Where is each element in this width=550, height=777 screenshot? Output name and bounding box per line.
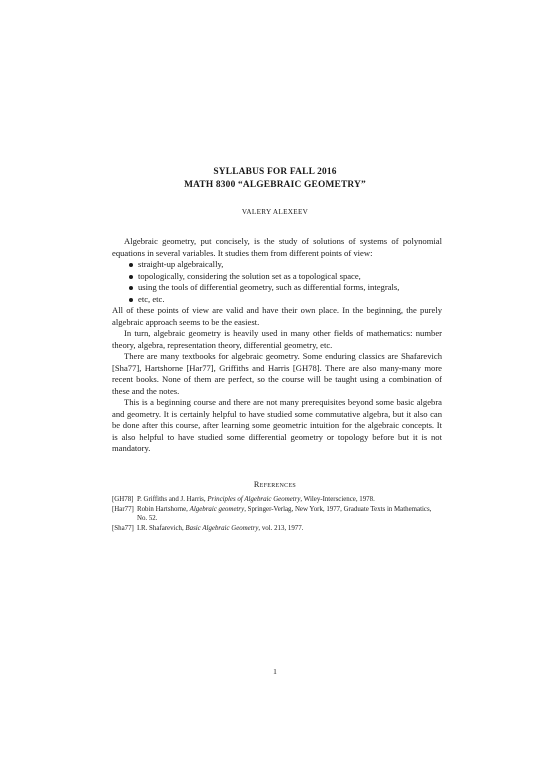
list-item: etc, etc. — [138, 294, 442, 306]
reference-key: [Har77] — [112, 505, 134, 513]
points-of-view-list — [112, 259, 442, 305]
reference-authors: P. Griffiths and J. Harris, — [137, 496, 208, 503]
body-paragraph: There are many textbooks for algebraic geometry. Some enduring classics are Shafarevich [Sha77], Hartshorne [Har77], Griffiths and Harris [GH78]. There are also many-many more recent books. None of them are perfect, so the course will be taught using a combination of these and the notes. — [112, 351, 442, 396]
reference-title: Algebraic geometry — [189, 505, 245, 513]
reference-key: [Sha77] — [112, 524, 134, 532]
reference-title: Principles of Algebraic Geometry — [207, 496, 301, 503]
reference-details: , vol. 213, 1977. — [258, 524, 304, 532]
list-item: straight-up algebraically, — [138, 259, 442, 271]
reference-authors: Robin Hartshorne, — [137, 505, 190, 513]
document-title-line-1: SYLLABUS FOR FALL 2016 — [213, 167, 337, 177]
list-item: topologically, considering the solution set as a topological space, — [138, 271, 442, 283]
reference-title: Basic Algebraic Geometry — [185, 524, 259, 532]
reference-key: [GH78] — [112, 496, 134, 503]
references-heading: References — [253, 480, 297, 489]
list-item: using the tools of differential geometry, such as differential forms, integrals, — [138, 282, 442, 294]
author-name: VALERY ALEXEEV — [241, 208, 309, 216]
body-paragraph: In turn, algebraic geometry is heavily used in many other fields of mathematics: number theory, algebra, representation theory, differential geometry, etc. — [112, 328, 442, 350]
reference-details: , Wiley-Interscience, 1978. — [300, 496, 375, 503]
reference-item — [112, 524, 442, 534]
document-title-line-2: MATH 8300 “ALGEBRAIC GEOMETRY” — [184, 180, 366, 190]
syllabus-body — [112, 236, 442, 455]
reference-details: , Springer-Verlag, New York, 1977, Graduate Texts in Mathematics, No. 52. — [137, 505, 432, 523]
reference-item — [112, 495, 442, 505]
reference-authors: I.R. Shafarevich, — [137, 524, 186, 532]
body-paragraph: This is a beginning course and there are not many prerequisites beyond some basic algebra and geometry. It is certainly helpful to have studied some commutative algebra, but it also can be done after this course, after learning some geometric intuition for the algebraic concepts. It is also helpful to have studied some differential geometry or topology before but it is not mandatory. — [112, 397, 442, 453]
intro-paragraph: Algebraic geometry, put concisely, is the study of solutions of systems of polynomial equations in several variables. It studies them from different points of view: — [112, 236, 442, 258]
body-paragraph: All of these points of view are valid and have their own place. In the beginning, the purely algebraic approach seems to be the easiest. — [112, 305, 442, 327]
reference-item — [112, 505, 442, 524]
references-list — [112, 495, 442, 533]
page-number: 1 — [273, 667, 277, 676]
